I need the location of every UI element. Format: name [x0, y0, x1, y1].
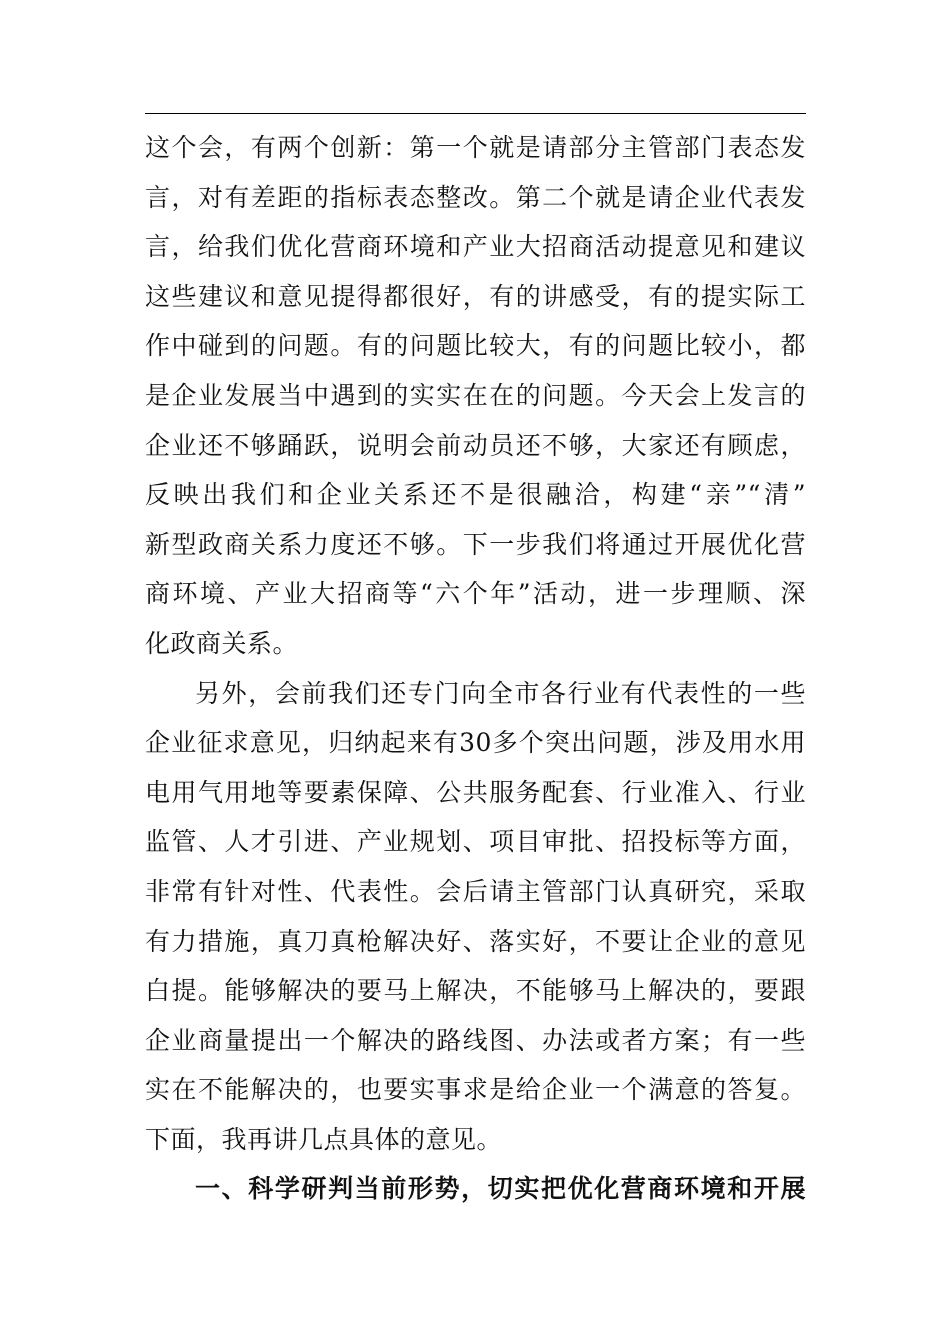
text-line: 这些建议和意见提得都很好，有的讲感受，有的提实际工: [145, 281, 806, 311]
header-rule: [145, 113, 806, 114]
text-line: 言，对有差距的指标表态整改。第二个就是请企业代表发: [145, 182, 806, 212]
text-line: 商环境、产业大招商等“六个年”活动，进一步理顺、深: [145, 579, 806, 609]
text-line: 言，给我们优化营商环境和产业大招商活动提意见和建议: [145, 232, 806, 262]
text-line: 反映出我们和企业关系还不是很融洽，构建“亲”“清”: [145, 480, 806, 510]
text-line: 电用气用地等要素保障、公共服务配套、行业准入、行业: [145, 777, 806, 807]
section-heading: 一、科学研判当前形势，切实把优化营商环境和开展: [195, 1174, 806, 1204]
text-line: 有力措施，真刀真枪解决好、落实好，不要让企业的意见: [145, 926, 806, 956]
text-line: 这个会，有两个创新：第一个就是请部分主管部门表态发: [145, 133, 806, 162]
text-line: 企业征求意见，归纳起来有30多个突出问题，涉及用水用: [145, 728, 806, 758]
text-line: 白提。能够解决的要马上解决，不能够马上解决的，要跟: [145, 976, 806, 1006]
text-line: 非常有针对性、代表性。会后请主管部门认真研究，采取: [145, 876, 806, 906]
text-line: 下面，我再讲几点具体的意见。: [145, 1124, 503, 1154]
text-line: 企业商量提出一个解决的路线图、办法或者方案；有一些: [145, 1025, 806, 1055]
text-line: 新型政商关系力度还不够。下一步我们将通过开展优化营: [145, 529, 806, 559]
text-line: 化政商关系。: [145, 628, 299, 658]
document-body: [145, 123, 806, 1214]
text-line: 企业还不够踊跃，说明会前动员还不够，大家还有顾虑，: [145, 430, 806, 460]
text-line: 实在不能解决的，也要实事求是给企业一个满意的答复。: [145, 1075, 806, 1105]
text-line: 监管、人才引进、产业规划、项目审批、招投标等方面，: [145, 827, 806, 857]
text-line: 另外，会前我们还专门向全市各行业有代表性的一些: [195, 678, 806, 708]
text-line: 作中碰到的问题。有的问题比较大，有的问题比较小，都: [145, 331, 806, 361]
text-line: 是企业发展当中遇到的实实在在的问题。今天会上发言的: [145, 380, 806, 410]
